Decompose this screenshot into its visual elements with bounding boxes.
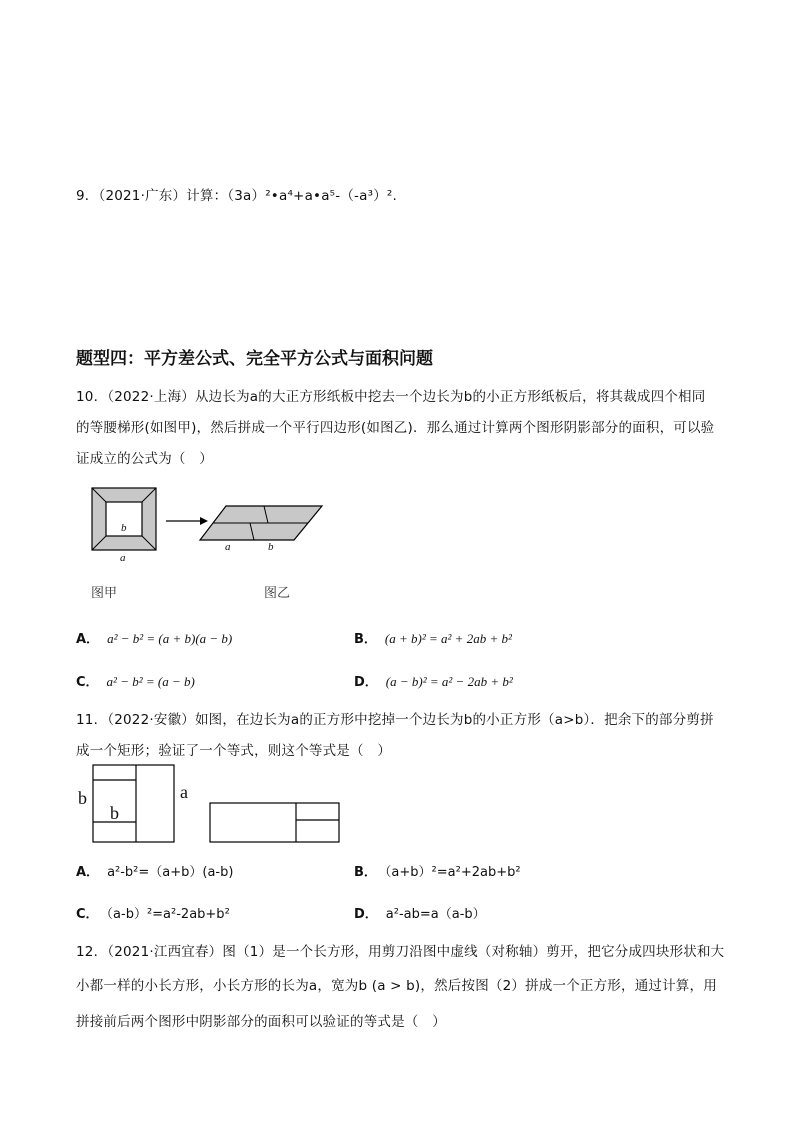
q10-option-a[interactable] xyxy=(76,628,232,647)
q10-option-b-text: (a + b)² = a² + 2ab + b² xyxy=(384,631,512,646)
q10-option-b-label: B． xyxy=(354,632,377,647)
q10-option-a-text: a² − b² = (a + b)(a − b) xyxy=(107,631,233,646)
q10-option-b[interactable] xyxy=(354,628,512,647)
question-10-line-2: 的等腰梯形(如图甲)，然后拼成一个平行四边形(如图乙)．那么通过计算两个图形阴影部分的面积，可以验 xyxy=(76,420,715,436)
q10-option-d[interactable] xyxy=(354,671,513,690)
q11-option-b[interactable] xyxy=(354,861,521,880)
question-10-line-3: 证成立的公式为（ ） xyxy=(76,451,213,467)
q11-figure-label-b-inner: b xyxy=(110,803,119,823)
figure-yi-label-a: a xyxy=(225,541,231,553)
q11-option-c[interactable] xyxy=(76,903,230,922)
q11-option-a-label: A． xyxy=(76,865,100,880)
q11-figure-label-a: a xyxy=(180,782,188,802)
q10-option-d-text: (a − b)² = a² − 2ab + b² xyxy=(385,674,513,689)
q11-option-b-text: （a+b）²=a²+2ab+b² xyxy=(384,865,521,880)
q10-option-a-label: A． xyxy=(76,632,100,647)
q11-option-b-label: B． xyxy=(354,865,377,880)
q11-option-c-label: C． xyxy=(76,907,99,922)
figure-jia xyxy=(90,486,160,554)
question-12-line-2: 小都一样的小长方形，小长方形的长为a，宽为b (a > b)，然后按图（2）拼成一个正方形，通过计算，用 xyxy=(76,978,717,994)
q11-option-d-text: a²-ab=a（a-b） xyxy=(385,907,486,922)
question-12-line-1: 12．（2021·江西宜春）图（1）是一个长方形，用剪刀沿图中虚线（对称轴）剪开，把它分成四块形状和大 xyxy=(76,944,725,960)
q11-figure-rectangle xyxy=(209,802,341,844)
figure-yi xyxy=(198,504,326,542)
question-9-text: 9．（2021·广东）计算：（3a）²•a⁴+a•a⁵-（-a³）². xyxy=(76,188,398,204)
q11-option-c-text: （a-b）²=a²-2ab+b² xyxy=(106,907,230,922)
q10-option-c-label: C． xyxy=(76,675,99,690)
section-title: 题型四：平方差公式、完全平方公式与面积问题 xyxy=(76,349,433,369)
q11-figure-label-b-outer: b xyxy=(78,788,87,808)
q11-option-d[interactable] xyxy=(354,903,486,922)
figure-yi-label-b: b xyxy=(268,541,274,553)
q10-option-c-text: a² − b² = (a − b) xyxy=(106,674,195,689)
q10-option-c[interactable] xyxy=(76,671,195,690)
question-11-line-1: 11．（2022·安徽）如图，在边长为a的正方形中挖掉一个边长为b的小正方形（a>b）．把余下的部分剪拼 xyxy=(76,712,714,728)
caption-yi: 图乙 xyxy=(264,586,291,601)
q11-option-d-label: D． xyxy=(354,907,378,922)
q11-figure-square xyxy=(92,764,176,844)
q10-option-d-label: D． xyxy=(354,675,378,690)
question-11-line-2: 成一个矩形；验证了一个等式，则这个等式是（ ） xyxy=(76,743,392,759)
q11-option-a[interactable] xyxy=(76,861,233,880)
caption-jia: 图甲 xyxy=(91,586,118,601)
question-12-line-3: 拼接前后两个图形中阴影部分的面积可以验证的等式是（ ） xyxy=(76,1014,446,1030)
q11-option-a-text: a²-b²=（a+b）(a-b) xyxy=(107,865,234,880)
question-10-line-1: 10．（2022·上海）从边长为a的大正方形纸板中挖去一个边长为b的小正方形纸板后，将其裁成四个相同 xyxy=(76,389,706,405)
figure-jia-label-a: a xyxy=(120,552,126,564)
figure-jia-label-b: b xyxy=(121,522,127,534)
